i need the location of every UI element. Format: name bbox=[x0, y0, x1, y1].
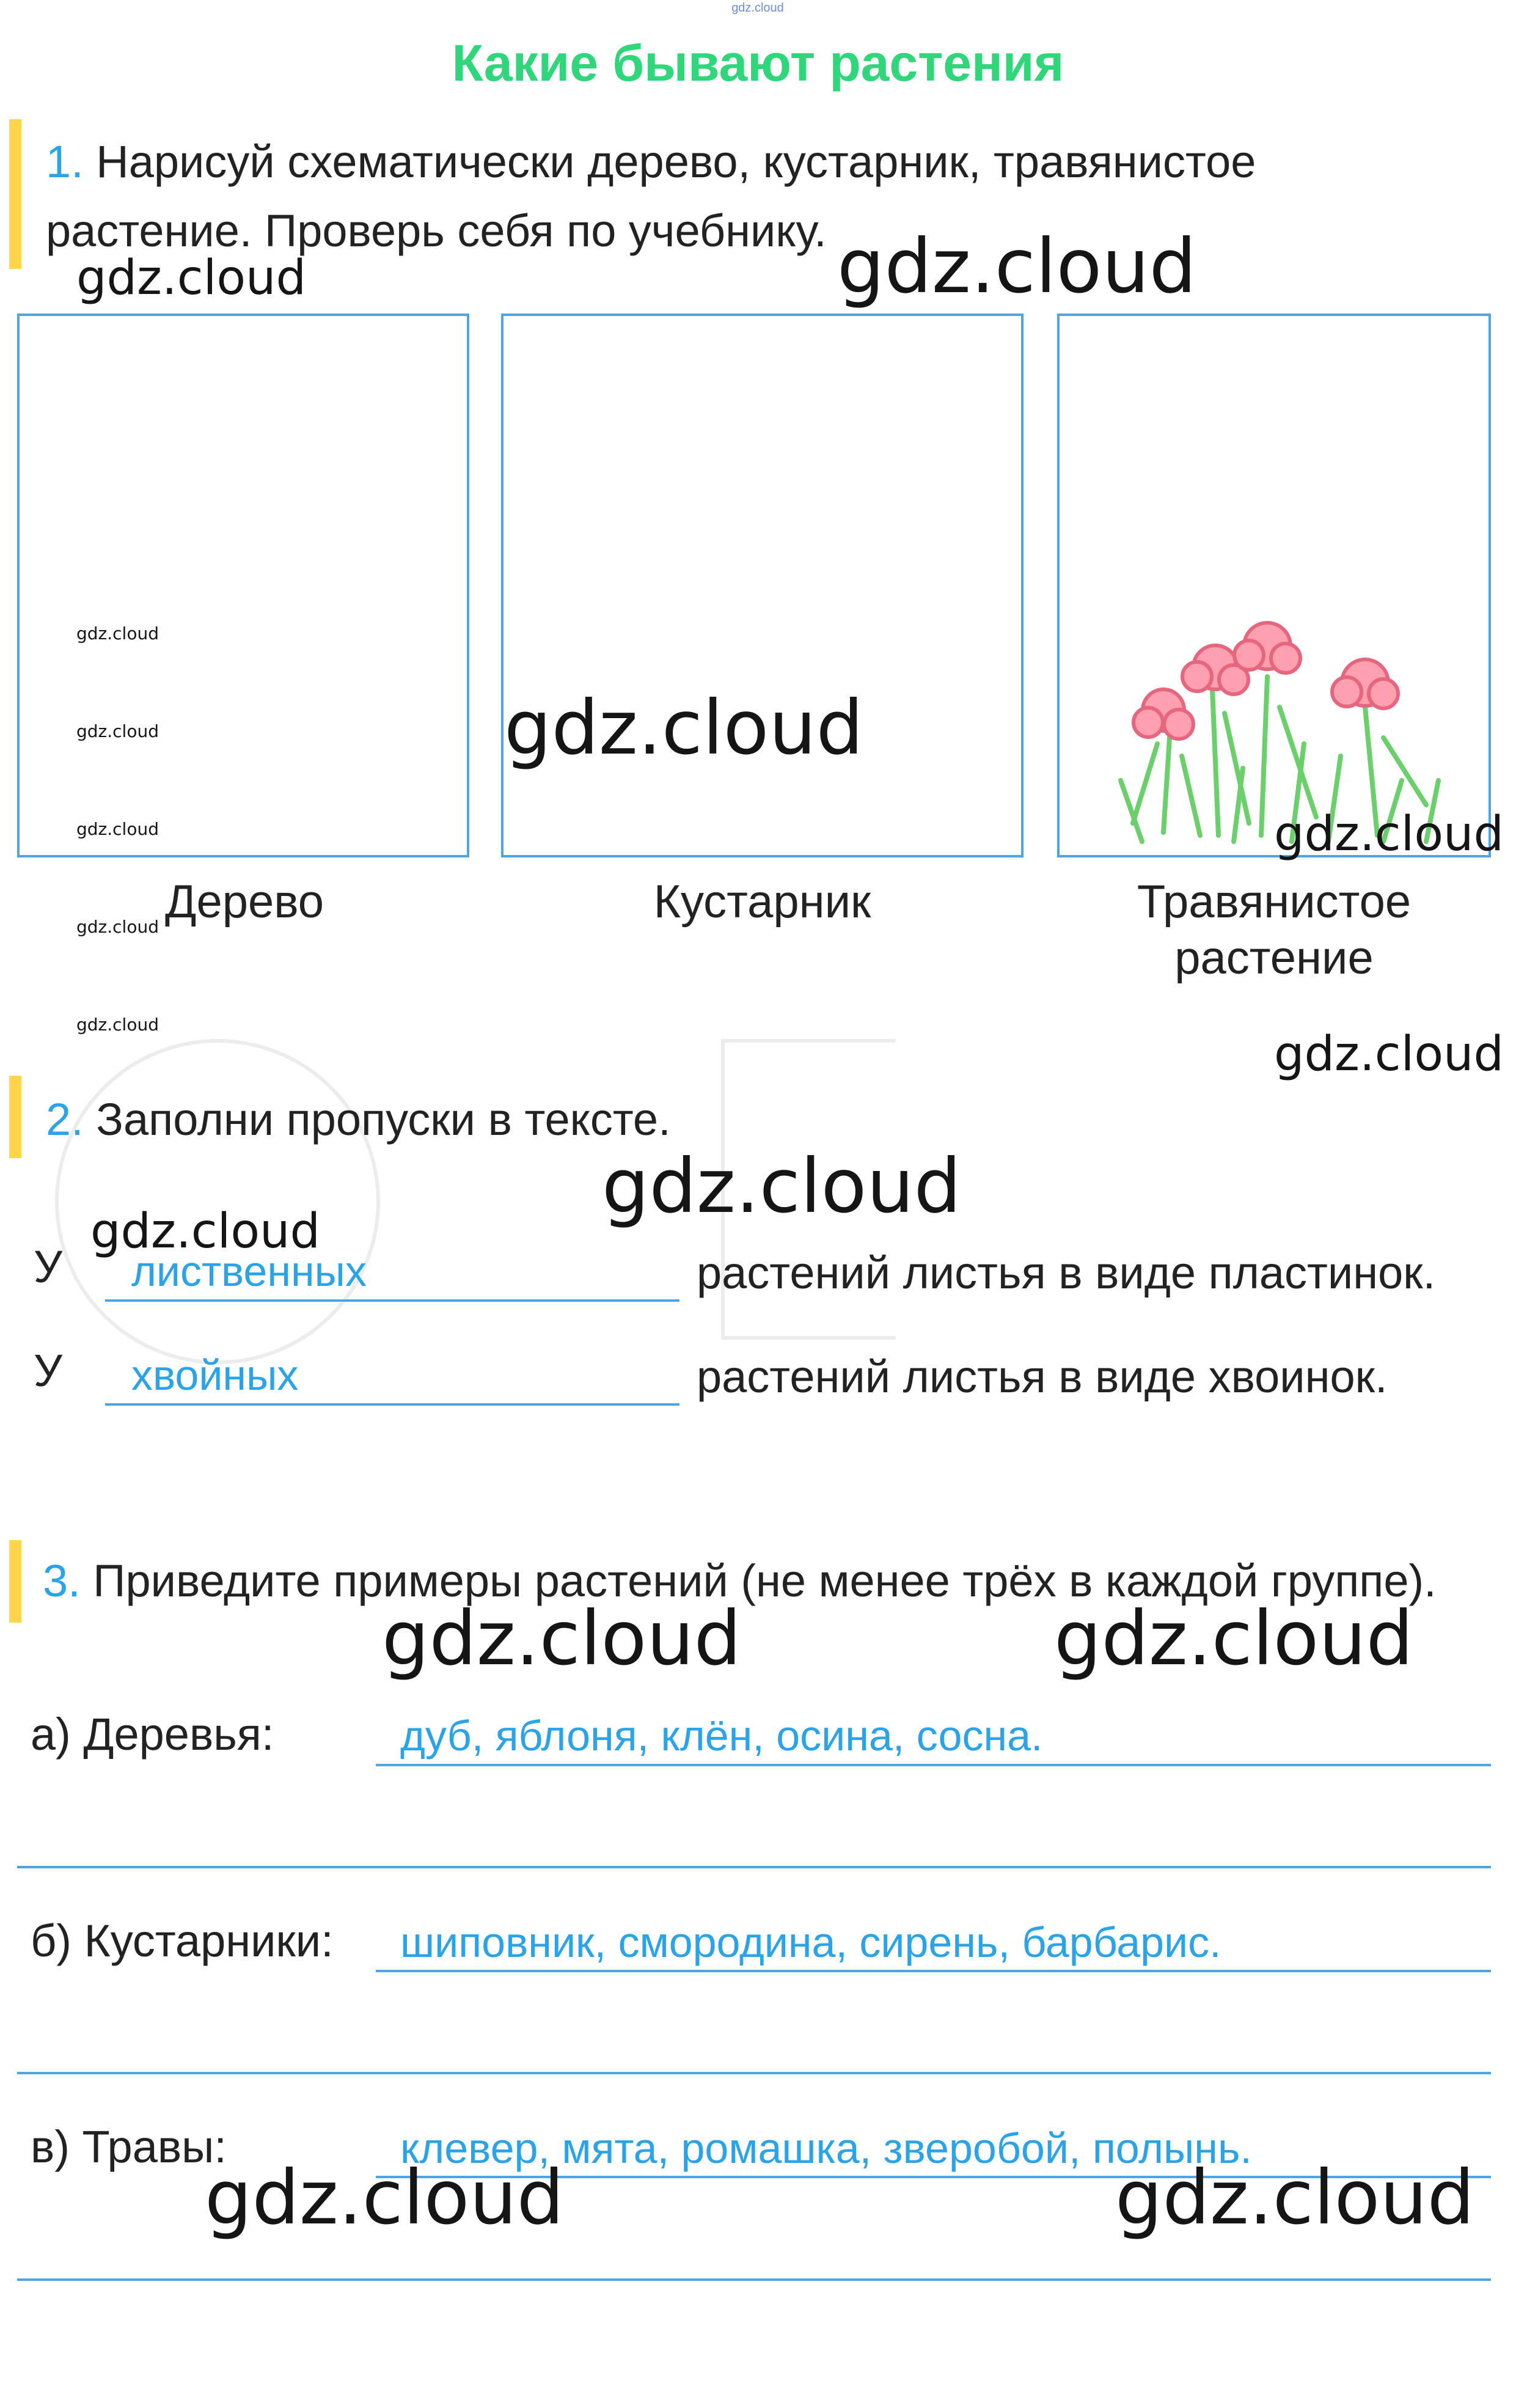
watermark: gdz.cloud bbox=[76, 819, 159, 839]
watermark: gdz.cloud bbox=[837, 223, 1197, 310]
task3-instruction: Приведите примеры растений (не менее трёх в каждой группе). bbox=[93, 1555, 1437, 1606]
watermark: gdz.cloud bbox=[602, 1143, 962, 1230]
watermark: gdz.cloud bbox=[1115, 2154, 1475, 2241]
task2-marker bbox=[9, 1076, 21, 1158]
task3-marker bbox=[9, 1540, 21, 1623]
group-herbs-answer[interactable]: клевер, мята, ромашка, зверобой, полынь. bbox=[400, 2124, 1252, 2172]
task1-line1: Нарисуй схематически дерево, кустарник, травянистое bbox=[96, 136, 1256, 187]
group-herbs-line2 bbox=[17, 2278, 1491, 2281]
group-herbs-label: в) Травы: bbox=[31, 2121, 227, 2172]
caption-herb-line2: растение bbox=[1174, 932, 1374, 984]
caption-shrub: Кустарник bbox=[653, 876, 871, 928]
row1-answer[interactable]: лиственных bbox=[131, 1247, 367, 1295]
top-watermark: gdz.cloud bbox=[731, 1, 784, 15]
row1-suffix: растений листья в виде пластинок. bbox=[697, 1247, 1436, 1298]
watermark: gdz.cloud bbox=[382, 1595, 742, 1682]
group-shrubs-answer[interactable]: шиповник, смородина, сирень, барбарис. bbox=[400, 1918, 1221, 1966]
row2-prefix: У bbox=[34, 1345, 63, 1396]
task1-text bbox=[46, 127, 1482, 265]
group-shrubs-line1 bbox=[376, 1970, 1491, 1972]
group-shrubs-line2 bbox=[17, 2072, 1491, 2074]
watermark: gdz.cloud bbox=[504, 685, 864, 771]
row1-answer-line bbox=[105, 1299, 679, 1302]
task1-line2: растение. Проверь себя по учебнику. bbox=[46, 205, 827, 256]
row2-suffix: растений листья в виде хвоинок. bbox=[697, 1351, 1388, 1402]
drawing-box-tree[interactable] bbox=[17, 314, 469, 857]
group-trees-line1 bbox=[376, 1764, 1491, 1766]
watermark: gdz.cloud bbox=[1274, 807, 1504, 862]
watermark: gdz.cloud bbox=[76, 251, 306, 306]
task1-marker bbox=[9, 119, 21, 269]
group-trees-line2 bbox=[17, 1866, 1491, 1868]
watermark: gdz.cloud bbox=[76, 917, 159, 937]
flower-drawing-icon bbox=[1060, 316, 1489, 855]
watermark: gdz.cloud bbox=[1274, 1027, 1504, 1082]
group-trees-label: а) Деревья: bbox=[31, 1709, 274, 1760]
drawing-box-shrub[interactable] bbox=[501, 314, 1023, 857]
drawing-box-herb[interactable] bbox=[1057, 314, 1491, 857]
row1-prefix: У bbox=[34, 1241, 63, 1292]
caption-herb-line1: Травянистое bbox=[1137, 876, 1412, 928]
watermark: gdz.cloud bbox=[205, 2154, 565, 2241]
watermark: gdz.cloud bbox=[76, 1015, 159, 1035]
task2-number: 2. bbox=[46, 1094, 84, 1145]
watermark: gdz.cloud bbox=[76, 623, 159, 644]
group-shrubs-label: б) Кустарники: bbox=[31, 1915, 334, 1966]
task1-number: 1. bbox=[46, 136, 84, 187]
row2-answer[interactable]: хвойных bbox=[131, 1351, 299, 1399]
caption-tree: Дерево bbox=[164, 876, 324, 928]
task3-number: 3. bbox=[43, 1555, 81, 1606]
group-trees-answer[interactable]: дуб, яблоня, клён, осина, сосна. bbox=[400, 1712, 1043, 1760]
task2-instruction: Заполни пропуски в тексте. bbox=[96, 1094, 671, 1145]
row2-answer-line bbox=[105, 1403, 679, 1406]
page-title: Какие бывают растения bbox=[452, 34, 1064, 92]
watermark: gdz.cloud bbox=[90, 1204, 320, 1259]
caption-herb bbox=[1057, 874, 1491, 986]
watermark: gdz.cloud bbox=[1054, 1595, 1414, 1682]
watermark: gdz.cloud bbox=[76, 721, 159, 741]
